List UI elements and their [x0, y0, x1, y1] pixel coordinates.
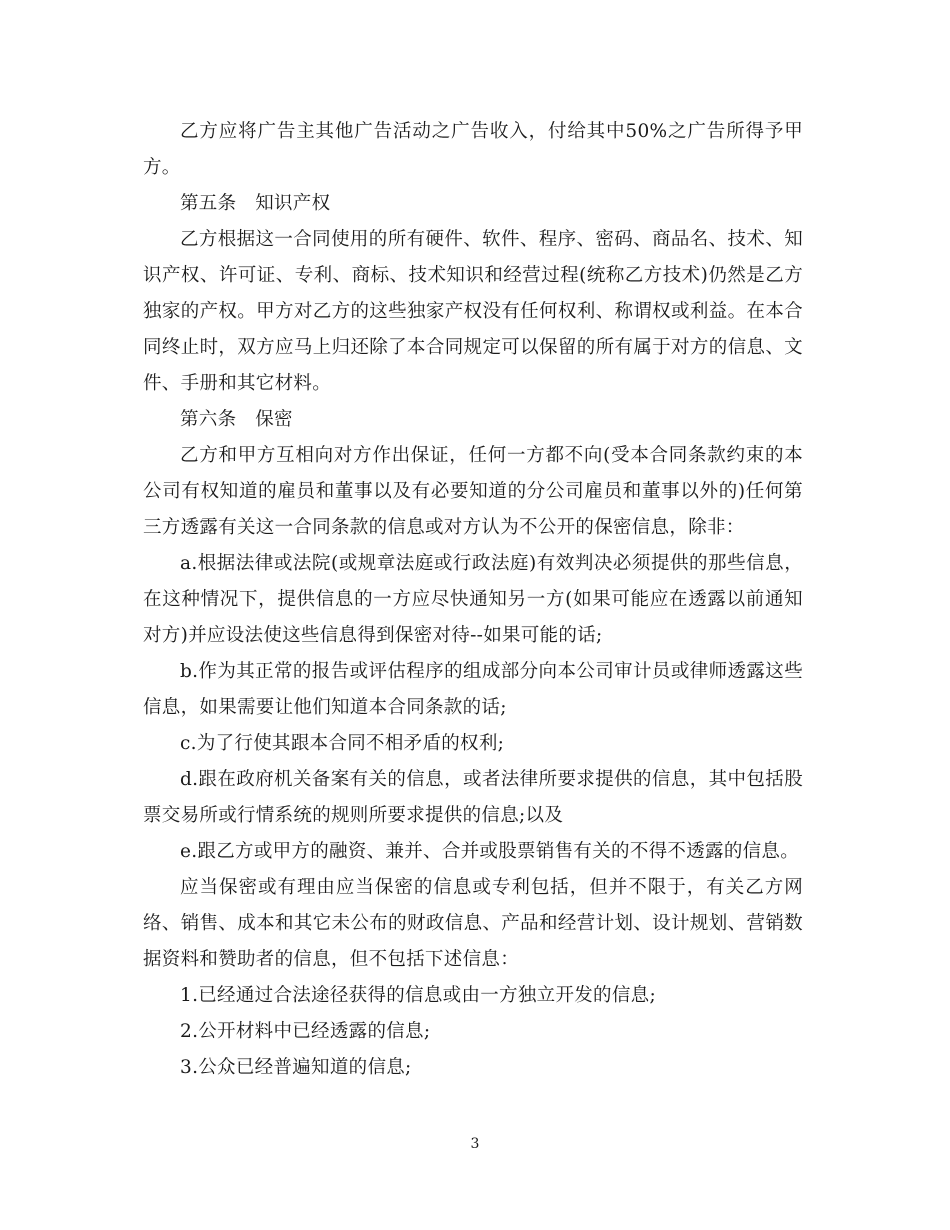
- list-item-d: d.跟在政府机关备案有关的信息，或者法律所要求提供的信息，其中包括股票交易所或行情系统的规则所要求提供的信息;以及: [143, 769, 803, 826]
- paragraph-confidentiality-warranty: 乙方和甲方互相向对方作出保证，任何一方都不向(受本合同条款约束的本公司有权知道的雇员和董事以及有必要知道的分公司雇员和董事以外的)任何第三方透露有关这一合同条款的信息或对方认为不公开的保密信息，除非：: [143, 445, 803, 538]
- list-item-2: 2.公开材料中已经透露的信息;: [180, 1021, 431, 1042]
- document-body: [143, 114, 803, 1086]
- paragraph-confidential-info-scope: 应当保密或有理由应当保密的信息或专利包括，但并不限于，有关乙方网络、销售、成本和其它未公布的财政信息、产品和经营计划、设计规划、营销数据资料和赞助者的信息，但不包括下述信息：: [143, 877, 803, 970]
- list-item-1: 1.已经通过合法途径获得的信息或由一方独立开发的信息;: [180, 985, 656, 1006]
- heading-article-6-confidentiality: 第六条 保密: [180, 409, 293, 430]
- page-number: 3: [470, 1136, 480, 1152]
- list-item-c: c.为了行使其跟本合同不相矛盾的权利;: [180, 733, 505, 754]
- list-item-a: a.根据法律或法院(或规章法庭或行政法庭)有效判决必须提供的那些信息，在这种情况下，提供信息的一方应尽快通知另一方(如果可能应在透露以前通知对方)并应设法使这些信息得到保密对待--如果可能的话;: [143, 553, 803, 646]
- list-item-e: e.跟乙方或甲方的融资、兼并、合并或股票销售有关的不得不透露的信息。: [180, 841, 800, 862]
- paragraph-ad-revenue-share: 乙方应将广告主其他广告活动之广告收入，付给其中50%之广告所得予甲方。: [143, 121, 803, 178]
- list-item-b: b.作为其正常的报告或评估程序的组成部分向本公司审计员或律师透露这些信息，如果需要让他们知道本合同条款的话;: [143, 661, 803, 718]
- heading-article-5-intellectual-property: 第五条 知识产权: [180, 193, 331, 214]
- list-item-3: 3.公众已经普遍知道的信息;: [180, 1057, 412, 1078]
- paragraph-intellectual-property: 乙方根据这一合同使用的所有硬件、软件、程序、密码、商品名、技术、知识产权、许可证、专利、商标、技术知识和经营过程(统称乙方技术)仍然是乙方独家的产权。甲方对乙方的这些独家产权没有任何权利、称谓权或利益。在本合同终止时，双方应马上归还除了本合同规定可以保留的所有属于对方的信息、文件、手册和其它材料。: [143, 229, 803, 394]
